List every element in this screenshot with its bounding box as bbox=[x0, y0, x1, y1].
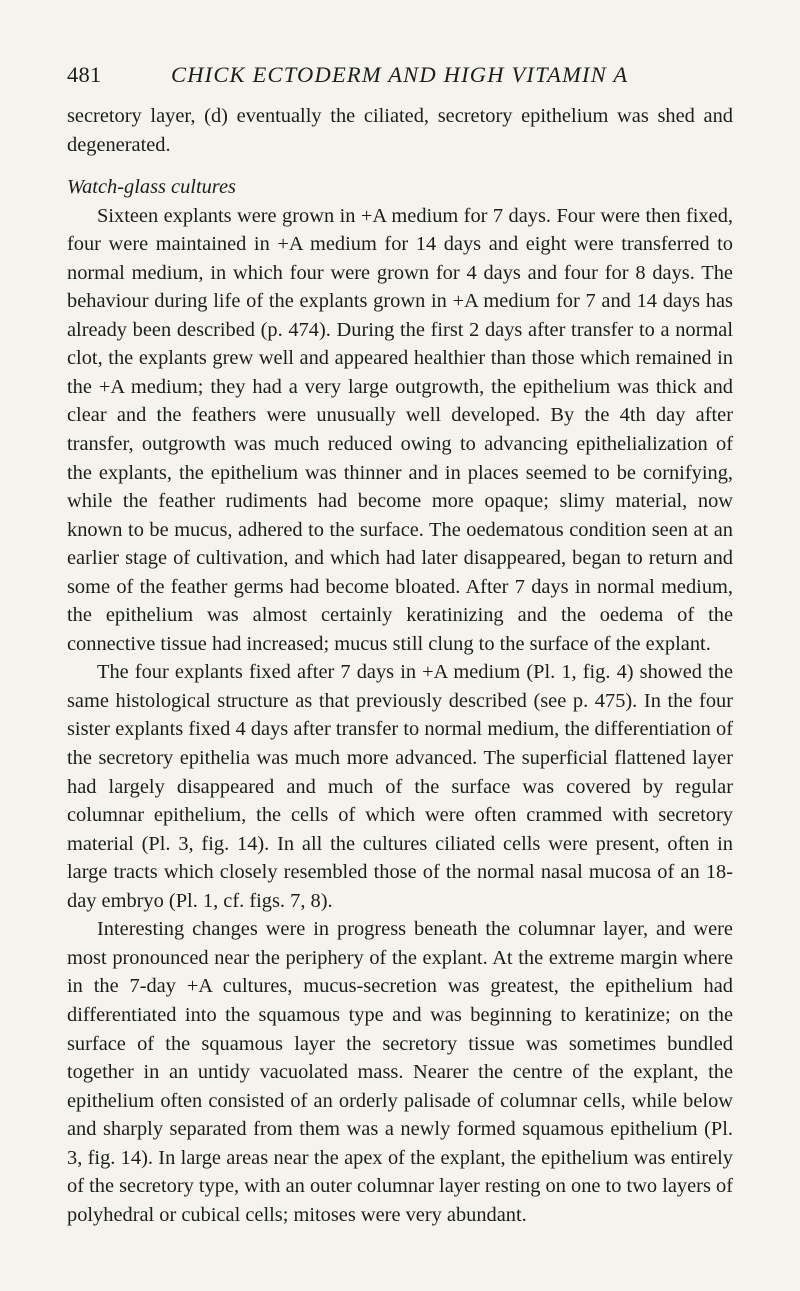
book-page bbox=[67, 62, 733, 1229]
intro-paragraph: secretory layer, (d) eventually the ciliated, secretory epithelium was shed and degenerated. bbox=[67, 105, 733, 156]
section-heading: Watch-glass cultures bbox=[67, 176, 236, 199]
running-title: CHICK ECTODERM AND HIGH VITAMIN A bbox=[171, 62, 629, 87]
paragraph-2: The four explants fixed after 7 days in +A medium (Pl. 1, fig. 4) showed the same histological structure as that previously described (see p. 475). In the four sister explants fixed 4 days after transfer to normal medium, the differentiation of the secretory epithelia was much more advanced. The superficial flattened layer had largely disappeared and much of the surface was covered by regular columnar epithelium, the cells of which were often crammed with secretory material (Pl. 3, fig. 14). In all the cultures ciliated cells were present, often in large tracts which closely resembled those of the normal nasal mucosa of an 18-day embryo (Pl. 1, cf. figs. 7, 8). bbox=[67, 661, 733, 912]
page-number: 481 bbox=[67, 62, 102, 87]
body-text bbox=[67, 102, 733, 1229]
running-head bbox=[67, 62, 733, 102]
paragraph-3: Interesting changes were in progress beneath the columnar layer, and were most pronounced near the periphery of the explant. At the extreme margin where in the 7-day +A cultures, mucus-secretion was greatest, the epithelium had differentiated into the squamous type and was beginning to keratinize; on the surface of the squamous layer the secretory tissue was sometimes bundled together in an untidy vacuolated mass. Nearer the centre of the explant, the epithelium often consisted of an orderly palisade of columnar cells, while below and sharply separated from them was a newly formed squamous epithelium (Pl. 3, fig. 14). In large areas near the apex of the explant, the epithelium was entirely of the secretory type, with an outer columnar layer resting on one to two layers of polyhedral or cubical cells; mitoses were very abundant. bbox=[67, 918, 733, 1226]
paragraph-1: Sixteen explants were grown in +A medium for 7 days. Four were then fixed, four were maintained in +A medium for 14 days and eight were transferred to normal medium, in which four were grown for 4 days and four for 8 days. The behaviour during life of the explants grown in +A medium for 7 and 14 days has already been described (p. 474). During the first 2 days after transfer to a normal clot, the explants grew well and appeared healthier than those which remained in the +A medium; they had a very large outgrowth, the epithelium was thick and clear and the feathers were unusually well developed. By the 4th day after transfer, outgrowth was much reduced owing to advancing epithelialization of the explants, the epithelium was thinner and in places seemed to be cornifying, while the feather rudiments had become more opaque; slimy material, now known to be mucus, adhered to the surface. The oedematous condition seen at an earlier stage of cultivation, and which had later disappeared, began to return and some of the feather germs had become bloated. After 7 days in normal medium, the epithelium was almost certainly keratinizing and the oedema of the connective tissue had increased; mucus still clung to the surface of the explant. bbox=[67, 204, 733, 655]
